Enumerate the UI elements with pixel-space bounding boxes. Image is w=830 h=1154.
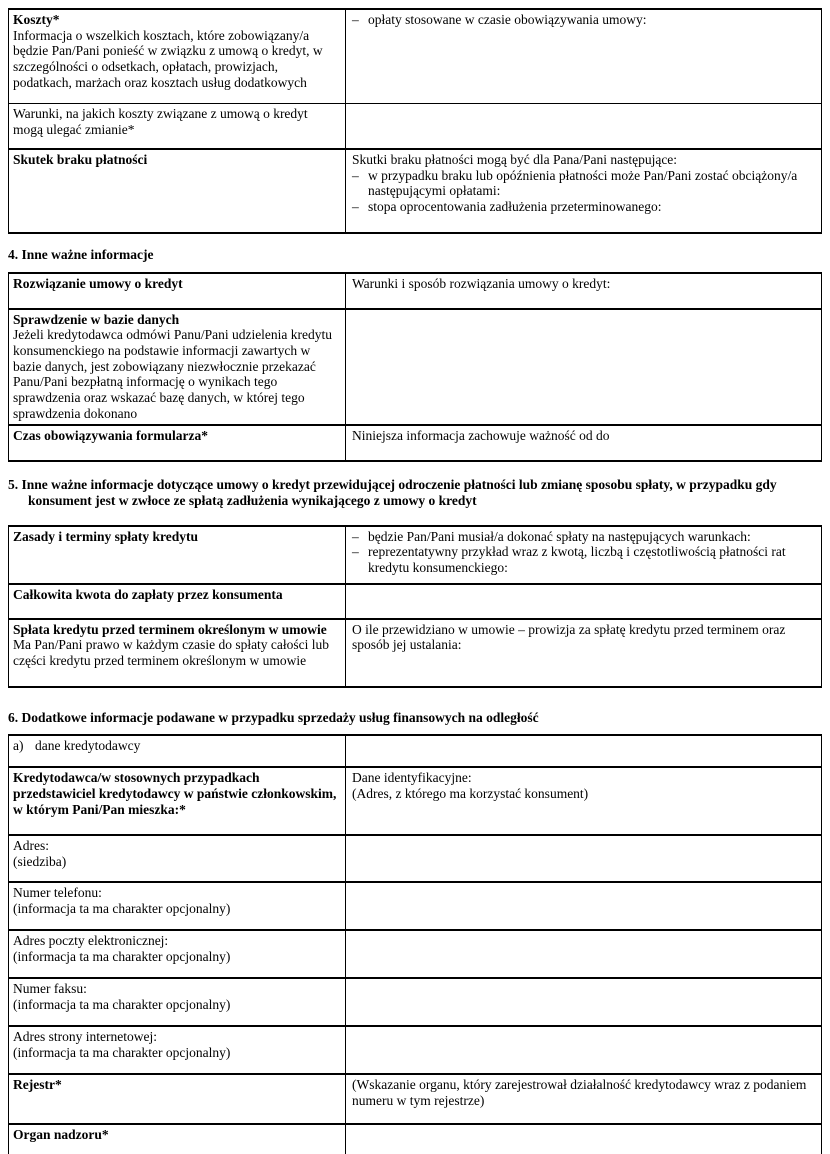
table-sprzedaz-na-odleglosc xyxy=(8,734,822,1154)
dash-item xyxy=(352,529,813,545)
skutek-item-2: stopa oprocentowania zadłużenia przeterminowanego: xyxy=(368,198,662,214)
adres-line-2: (siedziba) xyxy=(13,853,67,869)
www-line-1: Adres strony internetowej: xyxy=(13,1029,157,1045)
cell-splata-label xyxy=(9,620,346,686)
cell-kredytodawca-value xyxy=(346,768,821,834)
telefon-line-2: (informacja ta ma charakter opcjonalny) xyxy=(13,900,231,916)
zasady-title: Zasady i terminy spłaty kredytu xyxy=(13,528,199,544)
row-organ-nadzoru xyxy=(9,1123,821,1154)
cell-czas-label xyxy=(9,426,346,460)
skutek-title: Skutek braku płatności xyxy=(13,152,148,167)
cell-sprawdzenie-value xyxy=(346,310,821,425)
dash-bullet: – xyxy=(352,528,359,544)
kredytodawca-right-line-2: (Adres, z którego ma korzystać konsument) xyxy=(352,785,589,801)
dash-bullet: – xyxy=(352,198,359,214)
row-koszty xyxy=(9,10,821,103)
adres-line-1: Adres: xyxy=(13,838,49,854)
telefon-line-1: Numer telefonu: xyxy=(13,885,102,901)
splata-description: Ma Pan/Pani prawo w każdym czasie do spłaty całości lub części kredytu przed terminem określonym w umowie xyxy=(13,637,330,668)
cell-dane-value xyxy=(346,736,821,766)
kredytodawca-title: Kredytodawca/w stosownych przypadkach przedstawiciel kredytodawcy w państwie członkowskim, w którym Pani/Pan mieszka:* xyxy=(13,770,337,817)
rejestr-title: Rejestr* xyxy=(13,1077,62,1093)
rozwiazanie-title: Rozwiązanie umowy o kredyt xyxy=(13,275,183,291)
row-numer-telefonu xyxy=(9,881,821,929)
cell-czas-value xyxy=(346,426,821,460)
row-sprawdzenie-w-bazie-danych xyxy=(9,308,821,425)
cell-splata-value xyxy=(346,620,821,686)
koszty-description: Informacja o wszelkich kosztach, które zobowiązany/a będzie Pan/Pani ponieść w związku z umową o kredyt, w szczególności o odsetkach, opłatach, prowizjach, podatkach, marżach oraz kosztach usług dodatkowych xyxy=(13,27,323,90)
table-koszty xyxy=(8,8,822,234)
cell-warunki-label xyxy=(9,104,346,148)
cell-telefon-label xyxy=(9,883,346,929)
dane-text: dane kredytodawcy xyxy=(35,738,141,754)
cell-rozwiazanie-label xyxy=(9,274,346,308)
skutek-intro: Skutki braku płatności mogą być dla Pana/Pani następujące: xyxy=(352,152,678,167)
section-5-heading: 5. Inne ważne informacje dotyczące umowy o kredyt przewidującej odroczenie płatności lub zmianę sposobu spłaty, w przypadku gdy konsument jest w zwłoce ze spłatą zadłużenia wynikającego z umowy o kredyt xyxy=(8,477,777,508)
dash-bullet: – xyxy=(352,12,359,27)
email-line-1: Adres poczty elektronicznej: xyxy=(13,933,169,949)
dash-item xyxy=(352,12,813,28)
row-rozwiazanie-umowy xyxy=(9,274,821,308)
www-line-2: (informacja ta ma charakter opcjonalny) xyxy=(13,1044,231,1060)
cell-organ-label xyxy=(9,1125,346,1154)
splata-right-text: O ile przewidziano w umowie – prowizja za spłatę kredytu przed terminem oraz sposób jej ustalania: xyxy=(352,621,786,653)
table-inne-wazne-informacje xyxy=(8,272,822,463)
row-adres-strony xyxy=(9,1025,821,1073)
row-adres-poczty xyxy=(9,929,821,977)
row-adres xyxy=(9,834,821,881)
cell-zasady-label xyxy=(9,527,346,583)
zasady-item-2: reprezentatywny przykład wraz z kwotą, liczbą i częstotliwością płatności rat kredytu konsumenckiego: xyxy=(368,544,786,575)
item-letter: a) xyxy=(13,738,24,754)
cell-skutek-label xyxy=(9,150,346,232)
splata-title: Spłata kredytu przed terminem określonym w umowie xyxy=(13,621,327,637)
skutek-item-1: w przypadku braku lub opóźnienia płatności może Pan/Pani zostać obciążony/a następującymi opłatami: xyxy=(368,167,798,199)
czas-title: Czas obowiązywania formularza* xyxy=(13,428,208,444)
sprawdzenie-description: Jeżeli kredytodawca odmówi Panu/Pani udzielenia kredytu konsumenckiego na podstawie informacji zawartych w bazie danych, jest zobowiązany niezwłocznie przekazać Panu/Pani bezpłatną informację o wynikach tego sprawdzenia oraz wskazać bazę danych, w której tego sprawdzenia dokonano xyxy=(13,327,333,421)
cell-sprawdzenie-label xyxy=(9,310,346,425)
warunki-text: Warunki, na jakich koszty związane z umową o kredyt mogą ulegać zmianie* xyxy=(13,106,308,137)
cell-faks-value xyxy=(346,979,821,1025)
faks-line-1: Numer faksu: xyxy=(13,981,87,997)
dash-item xyxy=(352,168,813,199)
dash-bullet: – xyxy=(352,544,359,560)
row-dane-kredytodawcy xyxy=(9,736,821,766)
cell-warunki-value xyxy=(346,104,821,148)
calkowita-title: Całkowita kwota do zapłaty przez konsumenta xyxy=(13,586,283,602)
dash-bullet: – xyxy=(352,167,359,183)
kredytodawca-right-line-1: Dane identyfikacyjne: xyxy=(352,770,472,786)
cell-email-value xyxy=(346,931,821,977)
dash-item xyxy=(352,544,813,575)
cell-calkowita-value xyxy=(346,585,821,618)
cell-zasady-value xyxy=(346,527,821,583)
section-4-heading: 4. Inne ważne informacje xyxy=(8,247,154,262)
cell-skutek-value xyxy=(346,150,821,232)
dash-item xyxy=(352,199,813,215)
cell-faks-label xyxy=(9,979,346,1025)
cell-organ-value xyxy=(346,1125,821,1154)
row-skutek-braku-platnosci xyxy=(9,148,821,232)
koszty-right-text: opłaty stosowane w czasie obowiązywania umowy: xyxy=(368,12,647,27)
cell-rejestr-label xyxy=(9,1075,346,1123)
cell-www-value xyxy=(346,1027,821,1073)
row-czas-obowiazywania-formularza xyxy=(9,424,821,460)
section-6-heading: 6. Dodatkowe informacje podawane w przypadku sprzedaży usług finansowych na odległość xyxy=(8,709,539,725)
rozwiazanie-right-text: Warunki i sposób rozwiązania umowy o kredyt: xyxy=(352,275,611,291)
cell-kredytodawca-label xyxy=(9,768,346,834)
organ-title: Organ nadzoru* xyxy=(13,1127,109,1143)
faks-line-2: (informacja ta ma charakter opcjonalny) xyxy=(13,996,231,1012)
row-kredytodawca-przedstawiciel xyxy=(9,766,821,834)
cell-dane-label xyxy=(9,736,346,766)
cell-rejestr-value xyxy=(346,1075,821,1123)
cell-email-label xyxy=(9,931,346,977)
email-line-2: (informacja ta ma charakter opcjonalny) xyxy=(13,948,231,964)
row-calkowita-kwota xyxy=(9,583,821,618)
cell-calkowita-label xyxy=(9,585,346,618)
table-odroczenie-platnosci xyxy=(8,525,822,688)
cell-www-label xyxy=(9,1027,346,1073)
cell-koszty-value xyxy=(346,10,821,103)
lettered-item xyxy=(13,738,337,754)
cell-adres-label xyxy=(9,836,346,881)
koszty-title: Koszty* xyxy=(13,12,60,27)
row-numer-faksu xyxy=(9,977,821,1025)
row-warunki-zmiany-kosztow xyxy=(9,103,821,148)
cell-telefon-value xyxy=(346,883,821,929)
czas-right-text: Niniejsza informacja zachowuje ważność od do xyxy=(352,428,610,444)
row-zasady-terminy-splaty xyxy=(9,527,821,583)
rejestr-right-text: (Wskazanie organu, który zarejestrował działalność kredytodawcy wraz z podaniem numeru w tym rejestrze) xyxy=(352,1077,807,1108)
cell-rozwiazanie-value xyxy=(346,274,821,308)
row-rejestr xyxy=(9,1073,821,1123)
cell-koszty-label xyxy=(9,10,346,103)
row-splata-przed-terminem xyxy=(9,618,821,686)
cell-adres-value xyxy=(346,836,821,881)
sprawdzenie-title: Sprawdzenie w bazie danych xyxy=(13,311,180,327)
zasady-item-1: będzie Pan/Pani musiał/a dokonać spłaty na następujących warunkach: xyxy=(368,528,751,544)
